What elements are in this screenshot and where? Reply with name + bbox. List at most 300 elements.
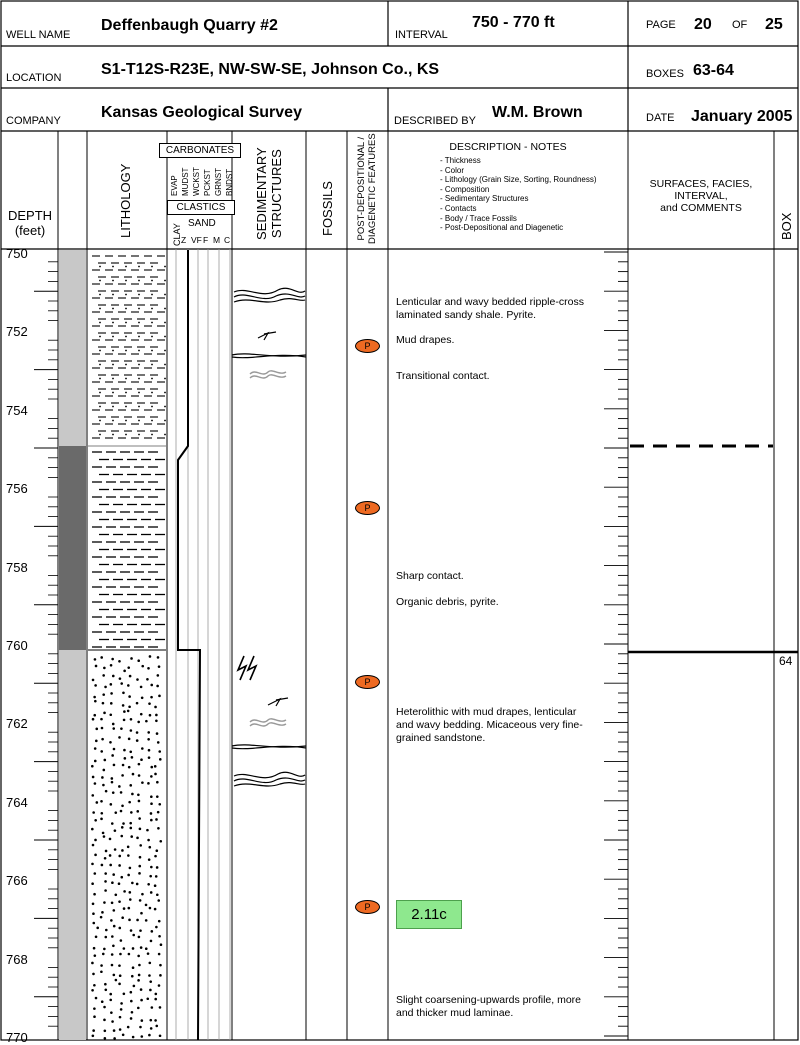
sand-dot	[125, 336, 127, 338]
sand-grain	[130, 929, 133, 932]
sand-grain	[118, 785, 121, 788]
sand-grain	[103, 1019, 106, 1022]
sand-grain	[122, 691, 125, 694]
sand-grain	[155, 1025, 158, 1028]
description-ticks	[604, 252, 628, 1036]
sand-grain	[158, 695, 161, 698]
sand-grain	[128, 907, 131, 910]
depth-label: 752	[6, 324, 28, 340]
sand-grain	[94, 819, 97, 822]
depth-bar-dark	[59, 446, 86, 650]
sand-grain	[114, 893, 117, 896]
sand-grain	[132, 1036, 135, 1039]
sand-grain	[132, 773, 135, 776]
sand-grain	[128, 738, 131, 741]
sand-dot	[164, 350, 166, 352]
sand-grain	[149, 714, 152, 717]
carbonate-type-grnst: GRNST	[214, 168, 223, 196]
sand-grain	[124, 757, 127, 760]
sand-grain	[115, 979, 118, 982]
surfaces-header-line3: and COMMENTS	[660, 202, 742, 214]
sand-grain	[145, 919, 148, 922]
depth-label: 754	[6, 402, 28, 418]
surfaces-header-line2: INTERVAL,	[674, 190, 728, 202]
sand-grain	[94, 854, 97, 857]
sand-grain	[136, 919, 139, 922]
sand-grain	[120, 835, 123, 838]
sand-grain	[103, 667, 106, 670]
sand-grain	[113, 764, 116, 767]
sand-grain	[105, 929, 108, 932]
sand-dot	[112, 434, 114, 436]
sand-grain	[157, 811, 160, 814]
sand-grain	[112, 944, 115, 947]
sand-grain	[158, 953, 161, 956]
sand-grain	[118, 855, 121, 858]
grain-size-z: Z	[181, 235, 187, 245]
sand-dot	[125, 294, 127, 296]
shale-pattern	[92, 452, 165, 647]
page-total: 25	[765, 16, 783, 33]
sand-grain	[93, 1015, 96, 1018]
date-value: January 2005	[691, 108, 793, 125]
depth-label: 766	[6, 873, 28, 889]
sand-grain	[119, 1028, 122, 1031]
sand-grain	[118, 900, 121, 903]
sand-grain	[155, 993, 158, 996]
sand-dot	[138, 364, 140, 366]
sand-grain	[141, 665, 144, 668]
sand-grain	[111, 658, 114, 661]
sand-grain	[155, 926, 158, 929]
sand-grain	[102, 832, 105, 835]
sand-grain	[130, 1017, 133, 1020]
sand-grain	[121, 826, 124, 829]
sand-grain	[150, 812, 153, 815]
sand-grain	[131, 975, 134, 978]
post-depositional-header	[356, 133, 378, 244]
sand-grain	[111, 781, 114, 784]
sand-dot	[151, 350, 153, 352]
sand-grain	[95, 935, 98, 938]
sedimentary-structures-header	[254, 147, 284, 240]
sand-dot	[138, 392, 140, 394]
sand-grain	[145, 720, 148, 723]
sand-grain	[92, 776, 95, 779]
described-by-value: W.M. Brown	[492, 104, 583, 121]
sand-grain	[123, 890, 126, 893]
sand-grain	[154, 908, 157, 911]
sand-grain	[149, 907, 152, 910]
sand-grain	[94, 760, 97, 763]
sand-grain	[92, 912, 95, 915]
sand-grain	[148, 1034, 151, 1037]
surfaces-header-line1: SURFACES, FACIES,	[649, 178, 753, 190]
sand-dot	[164, 308, 166, 310]
sand-grain	[91, 962, 94, 965]
sand-grain	[128, 919, 131, 922]
sand-grain	[122, 704, 125, 707]
sand-grain	[120, 682, 123, 685]
described-by-label: DESCRIBED BY	[394, 115, 476, 127]
lenticular-bedding-symbol-upper	[234, 288, 305, 302]
sand-grain	[92, 1034, 95, 1037]
sand-grain	[109, 864, 112, 867]
lenticular-bedding-symbol-lower	[234, 772, 305, 786]
sand-dot	[164, 322, 166, 324]
sand-grain	[113, 974, 116, 977]
well-name-label: WELL NAME	[6, 29, 71, 41]
sand-grain	[122, 1034, 125, 1037]
sand-dot	[151, 364, 153, 366]
sand-dot	[99, 364, 101, 366]
sand-grain	[112, 723, 115, 726]
sand-grain	[101, 864, 104, 867]
sand-grain	[148, 702, 151, 705]
sand-dot	[99, 266, 101, 268]
sand-grain	[111, 881, 114, 884]
grain-size-profile	[178, 250, 200, 1040]
sand-grain	[103, 712, 106, 715]
sand-dot	[99, 350, 101, 352]
sand-grain	[111, 935, 114, 938]
carbonate-type-bndst: BNDST	[225, 168, 234, 196]
sand-grain	[136, 883, 139, 886]
sand-grain	[121, 774, 124, 777]
sand-grain	[150, 1027, 153, 1030]
sand-grain	[110, 683, 113, 686]
sand-dot	[99, 308, 101, 310]
sand-grain	[91, 765, 94, 768]
sand-grain	[128, 953, 131, 956]
boxes-value: 63-64	[693, 62, 734, 79]
sand-grain	[112, 675, 115, 678]
sand-dot	[99, 294, 101, 296]
sand-grain	[154, 706, 157, 709]
sand-grain	[140, 912, 143, 915]
sand-grain	[111, 1020, 114, 1023]
depth-header	[6, 208, 54, 238]
sand-grain	[147, 839, 150, 842]
sand-grain	[119, 1016, 122, 1019]
sand-grain	[120, 727, 123, 730]
sand-grain	[156, 781, 159, 784]
sand-grain	[139, 856, 142, 859]
note-sandy-shale: Lenticular and wavy bedded ripple-cross laminated sandy shale. Pyrite.	[396, 296, 584, 321]
sand-grain	[109, 854, 112, 857]
sand-grain	[123, 947, 126, 950]
description-item: - Contacts	[440, 203, 477, 213]
sand-dot	[99, 322, 101, 324]
sand-grain	[104, 1037, 107, 1040]
depth-label: 750	[6, 246, 28, 261]
sand-grain	[129, 784, 132, 787]
sand-grain	[102, 693, 105, 696]
sand-dot	[138, 308, 140, 310]
sand-grain	[112, 727, 115, 730]
sand-grain	[120, 1008, 123, 1011]
sand-grain	[130, 729, 133, 732]
sand-dot	[138, 350, 140, 352]
sand-grain	[130, 657, 133, 660]
sand-grain	[92, 922, 95, 925]
sand-grain	[92, 902, 95, 905]
sand-grain	[149, 980, 152, 983]
sand-grain	[156, 732, 159, 735]
sand-grain	[150, 696, 153, 699]
sand-grain	[95, 665, 98, 668]
sand-grain	[146, 678, 149, 681]
sand-dot	[125, 266, 127, 268]
description-item: - Composition	[440, 184, 490, 194]
sand-grain	[127, 846, 130, 849]
sand-grain	[133, 985, 136, 988]
depth-header-unit: (feet)	[14, 223, 46, 238]
description-header-items	[440, 156, 597, 233]
sand-grain	[129, 867, 132, 870]
sand-grain	[136, 810, 139, 813]
sand-grain	[130, 811, 133, 814]
sand-dot	[151, 434, 153, 436]
sand-dot	[164, 378, 166, 380]
sand-grain	[156, 685, 159, 688]
sand-grain	[130, 1000, 133, 1003]
outer-frame	[1, 1, 798, 1040]
sand-grain	[113, 909, 116, 912]
sand-grain	[102, 674, 105, 677]
sand-grain	[113, 1029, 116, 1032]
sand-grain	[109, 741, 112, 744]
sand-grain	[148, 974, 151, 977]
sand-grain	[129, 675, 132, 678]
ripple-lamination-symbol-upper	[258, 332, 276, 340]
sand-grain	[132, 934, 135, 937]
sand-dot	[138, 336, 140, 338]
carbonate-type-wckst: WCKST	[192, 167, 201, 196]
sand-dot	[164, 406, 166, 408]
pyrite-icon: P	[355, 900, 380, 914]
sand-grain	[159, 1034, 162, 1037]
sand-grain	[110, 664, 113, 667]
sand-grain	[96, 801, 99, 804]
clay-label: CLAY	[172, 223, 182, 246]
sand-grain	[130, 835, 133, 838]
sand-grain	[93, 696, 96, 699]
sand-grain	[123, 993, 126, 996]
interval-value: 750 - 770 ft	[472, 14, 555, 31]
sand-grain	[105, 790, 108, 793]
sand-grain	[123, 719, 126, 722]
sand-grain	[136, 837, 139, 840]
sand-grain	[137, 721, 140, 724]
page-label: PAGE	[646, 19, 676, 31]
sand-grain	[158, 750, 161, 753]
location-value: S1-T12S-R23E, NW-SW-SE, Johnson Co., KS	[101, 61, 440, 78]
sand-grain	[150, 940, 153, 943]
sand-grain	[149, 989, 152, 992]
sand-grain	[131, 1011, 134, 1014]
sand-grain	[141, 781, 144, 784]
sand-grain	[100, 812, 103, 815]
sand-grain	[129, 827, 132, 830]
sand-grain	[155, 875, 158, 878]
sand-grain	[155, 818, 158, 821]
sand-grain	[103, 1006, 106, 1009]
sand-grain	[131, 882, 134, 885]
sand-grain	[157, 899, 160, 902]
sand-dot	[151, 280, 153, 282]
sand-grain	[154, 884, 157, 887]
sand-grain	[137, 793, 140, 796]
sand-grain	[92, 718, 95, 721]
sand-grain	[137, 955, 140, 958]
sand-grain	[105, 850, 108, 853]
sand-dot	[164, 294, 166, 296]
sand-grain	[147, 883, 150, 886]
sand-grain	[146, 829, 149, 832]
sand-grain	[150, 766, 153, 769]
sand-grain	[118, 927, 121, 930]
note-mud-drapes: Mud drapes.	[396, 334, 455, 346]
sand-grain	[95, 740, 98, 743]
sand-grain	[100, 964, 103, 967]
sand-grain	[101, 911, 104, 914]
lithology-header: LITHOLOGY	[118, 163, 133, 238]
sand-dot	[112, 336, 114, 338]
sample-tag[interactable]: 2.11c	[396, 900, 462, 929]
sand-grain	[119, 974, 122, 977]
sand-grain	[94, 684, 97, 687]
pyrite-icon: P	[355, 675, 380, 689]
sand-grain	[111, 953, 114, 956]
sand-dot	[112, 308, 114, 310]
sand-grain	[154, 1019, 157, 1022]
sand-dot	[112, 406, 114, 408]
sand-grain	[109, 713, 112, 716]
carbonate-type-pckst: PCKST	[203, 169, 212, 196]
sand-dot	[164, 434, 166, 436]
sand-grain	[104, 686, 107, 689]
sand-grain	[112, 791, 115, 794]
sand-grain	[129, 898, 132, 901]
sand-dot	[164, 266, 166, 268]
sand-grain	[91, 882, 94, 885]
sand-grain	[110, 1011, 113, 1014]
sand-grain	[155, 849, 158, 852]
sand-grain	[130, 718, 133, 721]
sand-dot	[138, 378, 140, 380]
boxes-label: BOXES	[646, 68, 684, 80]
sand-grain	[139, 929, 142, 932]
sand-dot	[99, 378, 101, 380]
sand-grain	[100, 750, 103, 753]
sand-grain	[140, 988, 143, 991]
fossils-header: FOSSILS	[320, 181, 335, 236]
sand-grain	[102, 784, 105, 787]
sand-grain	[149, 875, 152, 878]
carbonates-header: CARBONATES	[159, 143, 241, 158]
sand-grain	[118, 864, 121, 867]
sand-grain	[138, 817, 141, 820]
sand-grain	[154, 998, 157, 1001]
sand-grain	[110, 692, 113, 695]
sand-grain	[112, 873, 115, 876]
sand-grain	[100, 970, 103, 973]
sand-grain	[141, 697, 144, 700]
sand-grain	[147, 738, 150, 741]
sand-dot	[125, 420, 127, 422]
sand-grain	[140, 1035, 143, 1038]
page-number: 20	[694, 16, 712, 33]
pyrite-icon: P	[355, 501, 380, 515]
sand-grain	[118, 736, 121, 739]
depth-label: 756	[6, 481, 28, 497]
sand-grain	[91, 989, 94, 992]
description-item: - Post-Depositional and Diagenetic	[440, 223, 564, 233]
sand-grain	[121, 849, 124, 852]
sand-grain	[146, 997, 149, 1000]
sand-grain	[127, 684, 130, 687]
sand-grain	[103, 835, 106, 838]
sand-grain	[155, 719, 158, 722]
sand-grain	[113, 748, 116, 751]
sand-grain	[102, 702, 105, 705]
sand-grain	[138, 936, 141, 939]
depth-header-label: DEPTH	[7, 208, 53, 223]
sand-grain	[104, 936, 107, 939]
well-name-value: Deffenbaugh Quarry #2	[101, 17, 278, 34]
sand-grain	[147, 952, 150, 955]
depth-bar-light-lower	[59, 650, 86, 1040]
grain-size-f: F	[203, 235, 209, 245]
sand-dot	[151, 378, 153, 380]
location-label: LOCATION	[6, 72, 62, 84]
sand-grain	[150, 775, 153, 778]
sand-dot	[125, 434, 127, 436]
sand-dot	[138, 420, 140, 422]
sand-grain	[94, 658, 97, 661]
sand-grain	[150, 866, 153, 869]
sand-grain	[157, 827, 160, 830]
sand-grain	[94, 954, 97, 957]
sand-grain	[111, 822, 114, 825]
sand-grain	[154, 855, 157, 858]
sand-grain	[131, 793, 134, 796]
sedimentary-structures-line2: STRUCTURES	[269, 149, 284, 239]
wavy-lamination-symbol-lower	[250, 719, 286, 726]
depth-label: 768	[6, 951, 28, 967]
sand-grain	[138, 964, 141, 967]
sand-grain	[129, 751, 132, 754]
sand-grain	[149, 655, 152, 658]
sand-grain	[140, 758, 143, 761]
company-value: Kansas Geological Survey	[101, 104, 302, 121]
sand-dot	[138, 294, 140, 296]
sand-dot	[125, 308, 127, 310]
sand-grain	[93, 984, 96, 987]
sand-dot	[151, 392, 153, 394]
note-organic-debris: Organic debris, pyrite.	[396, 596, 499, 608]
sand-grain	[155, 714, 158, 717]
sand-grain	[156, 893, 159, 896]
sand-grain	[147, 731, 150, 734]
sand-grain	[104, 989, 107, 992]
sand-dot	[151, 322, 153, 324]
sand-grain	[104, 759, 107, 762]
depth-label: 758	[6, 559, 28, 575]
grain-size-c: C	[224, 235, 231, 245]
sand-grain	[94, 700, 97, 703]
